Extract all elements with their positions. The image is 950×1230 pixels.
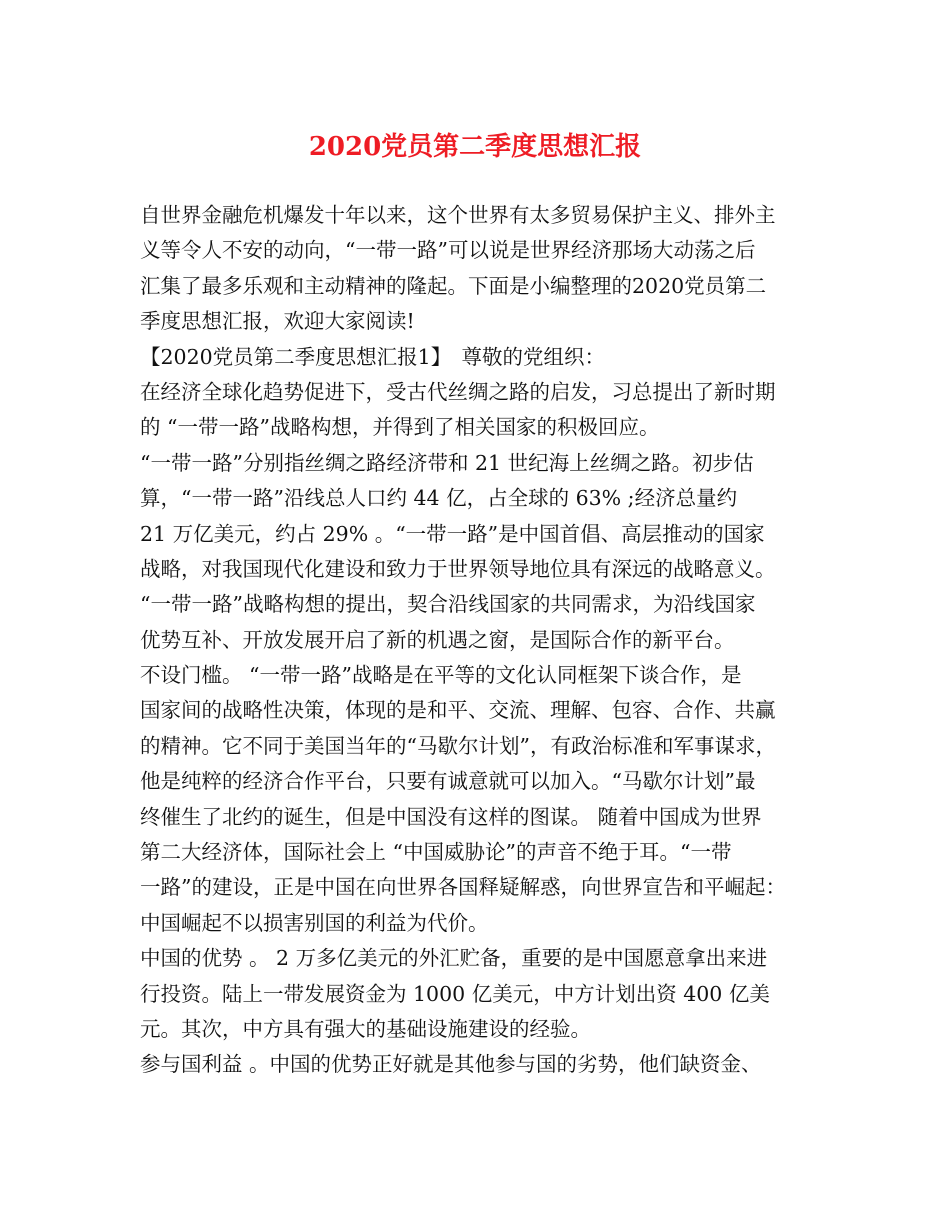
document-body: [140, 198, 830, 1083]
text-line: 的精神。它不同于美国当年的“马歇尔计划”，有政治标准和军事谋求，: [140, 733, 776, 758]
text-line: 义等令人不安的动向，“一带一路”可以说是世界经济那场大动荡之后: [140, 238, 756, 263]
text-line: 他是纯粹的经济合作平台，只要有诚意就可以加入。“马歇尔计划”最: [140, 769, 756, 794]
text-line: 在经济全球化趋势促进下，受古代丝绸之路的启发，习总提出了新时期: [140, 379, 776, 404]
text-line: 中国崛起不以损害别国的利益为代价。: [140, 910, 489, 935]
text-line: 21 万亿美元，约占 29% 。“一带一路”是中国首倡、高层推动的国家: [140, 521, 765, 546]
text-line: 季度思想汇报，欢迎大家阅读!: [140, 309, 415, 334]
text-line: “一带一路”战略构想的提出，契合沿线国家的共同需求，为沿线国家: [140, 592, 756, 617]
text-line: 终催生了北约的诞生，但是中国没有这样的图谋。 随着中国成为世界: [140, 804, 762, 829]
text-line: 算，“一带一路”沿线总人口约 44 亿，占全球的 63% ;经济总量约: [140, 486, 738, 511]
text-line: 参与国利益 。中国的优势正好就是其他参与国的劣势，他们缺资金、: [140, 1052, 762, 1077]
text-line: 汇集了最多乐观和主动精神的隆起。下面是小编整理的2020党员第二: [140, 273, 767, 298]
document-title: 2020党员第二季度思想汇报: [308, 132, 642, 162]
text-line: “一带一路”分别指丝绸之路经济带和 21 世纪海上丝绸之路。初步估: [140, 450, 754, 475]
section-heading: 【2020党员第二季度思想汇报1】 尊敬的党组织：: [140, 344, 605, 369]
text-line: 自世界金融危机爆发十年以来，这个世界有太多贸易保护主义、排外主: [140, 203, 776, 227]
text-line: 元。其次，中方具有强大的基础设施建设的经验。: [140, 1016, 591, 1041]
text-line: 战略，对我国现代化建设和致力于世界领导地位具有深远的战略意义。: [140, 556, 776, 581]
text-line: 国家间的战略性决策，体现的是和平、交流、理解、包容、合作、共赢: [140, 698, 776, 723]
text-line: 中国的优势 。 2 万多亿美元的外汇贮备，重要的是中国愿意拿出来进: [140, 946, 768, 971]
text-line: 第二大经济体，国际社会上 “中国威胁论”的声音不绝于耳。“一带: [140, 840, 732, 865]
text-line: 行投资。陆上一带发展资金为 1000 亿美元，中方计划出资 400 亿美: [140, 981, 770, 1006]
text-line: 一路”的建设，正是中国在向世界各国释疑解惑，向世界宣告和平崛起：: [140, 875, 786, 900]
text-line: 的 “一带一路”战略构想，并得到了相关国家的积极回应。: [140, 415, 660, 440]
text-line: 不设门槛。 “一带一路”战略是在平等的文化认同框架下谈合作，是: [140, 663, 742, 688]
text-line: 优势互补、开放发展开启了新的机遇之窗，是国际合作的新平台。: [140, 627, 735, 652]
